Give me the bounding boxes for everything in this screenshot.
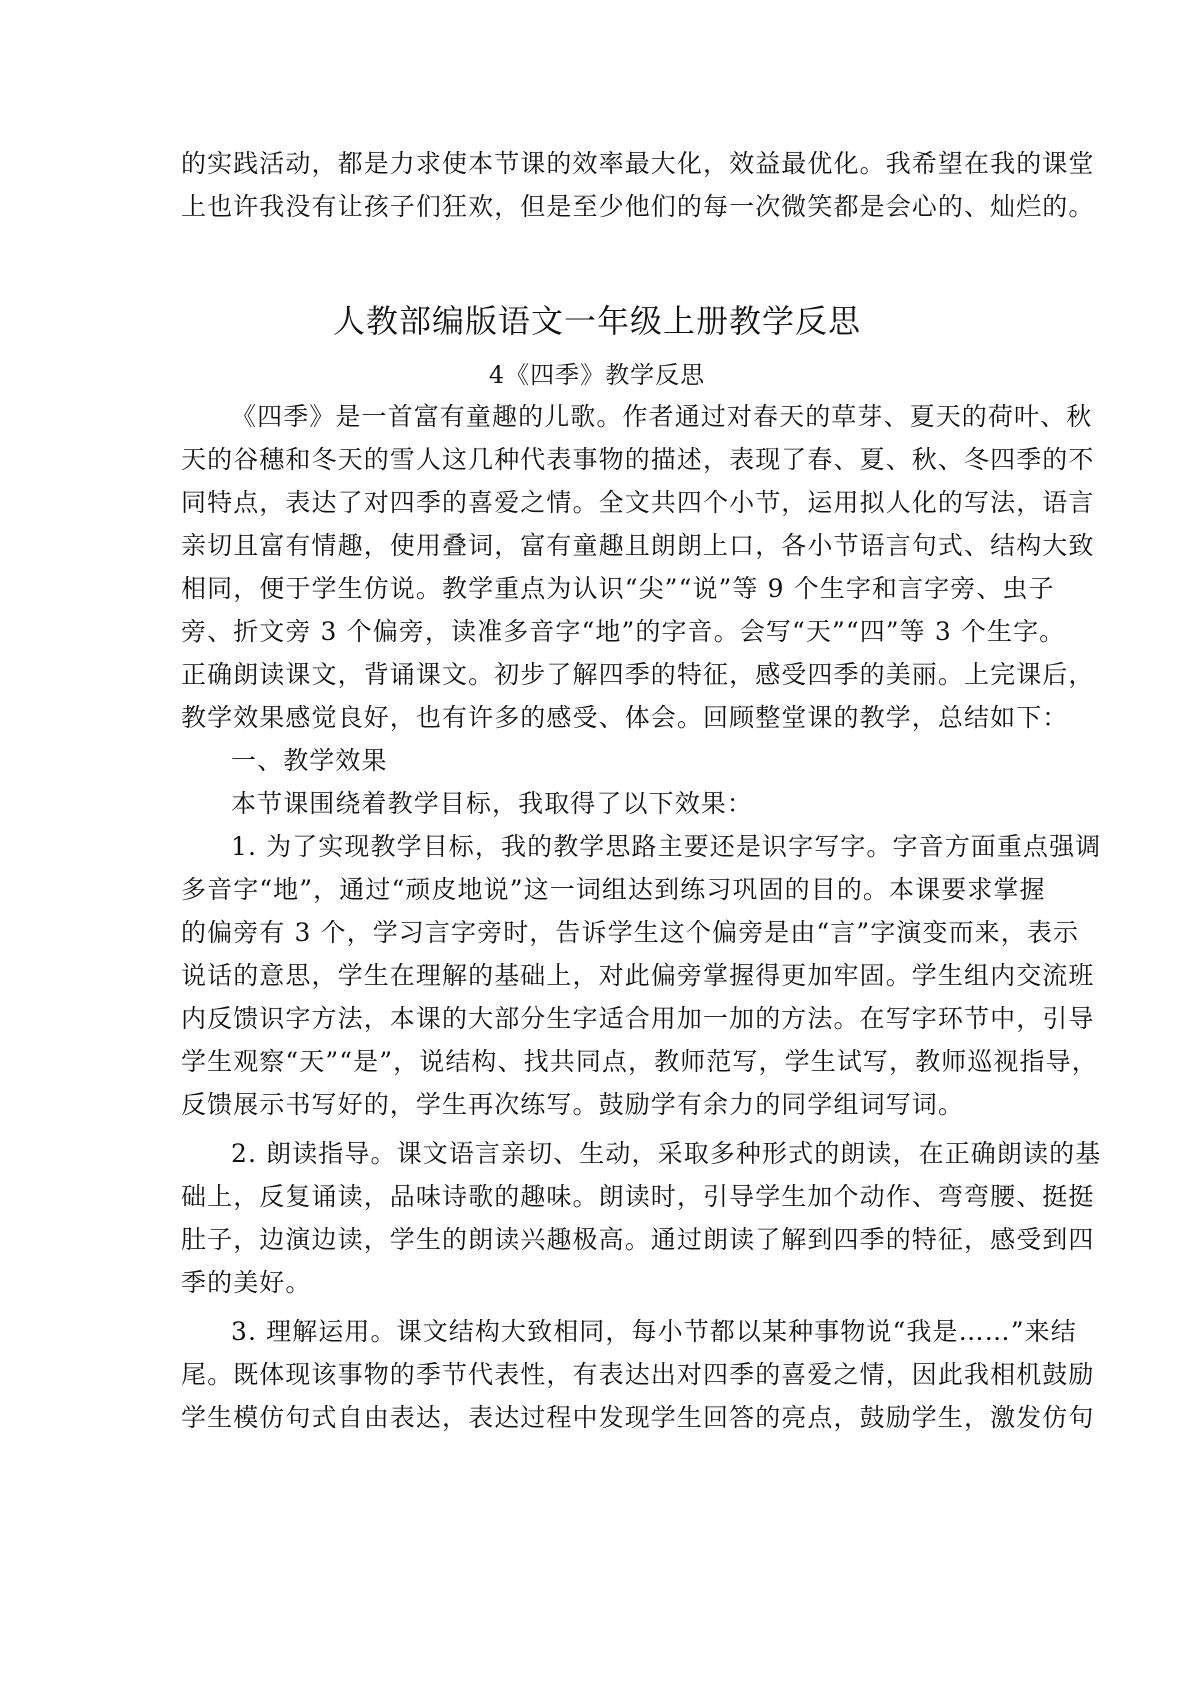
document-page: [181, 142, 1102, 1439]
text-line: 础上，反复诵读，品味诗歌的趣味。朗读时，引导学生加个动作、弯弯腰、挺挺: [181, 1182, 1095, 1211]
list-item-2: [181, 1132, 1102, 1304]
text-line: 《四季》是一首富有童趣的儿歌。作者通过对春天的草芽、夏天的荷叶、秋: [231, 402, 1093, 431]
text-line: 内反馈识字方法，本课的大部分生字适合用加一加的方法。在写字环节中，引导: [181, 1004, 1095, 1033]
text-line: 教学效果感觉良好，也有许多的感受、体会。回顾整堂课的教学，总结如下：: [181, 703, 1069, 732]
text-line: 的偏旁有 3 个，学习言字旁时，告诉学生这个偏旁是由“言”字演变而来，表示: [181, 918, 1080, 947]
text-line: 肚子，边演边读，学生的朗读兴趣极高。通过朗读了解到四季的特征，感受到四: [181, 1225, 1095, 1254]
text-line: 季的美好。: [181, 1268, 312, 1297]
text-line: 同特点，表达了对四季的喜爱之情。全文共四个小节，运用拟人化的写法，语言: [181, 488, 1095, 517]
text-line: 尾。既体现该事物的季节代表性，有表达出对四季的喜爱之情，因此我相机鼓励: [181, 1360, 1095, 1389]
text-line: 上也许我没有让孩子们狂欢，但是至少他们的每一次微笑都是会心的、灿烂的。: [181, 192, 1095, 221]
text-line: 天的谷穗和冬天的雪人这几种代表事物的描述，表现了春、夏、秋、冬四季的不: [181, 445, 1095, 474]
paragraph-1: [181, 395, 1095, 739]
text-line: 正确朗读课文，背诵课文。初步了解四季的特征，感受四季的美丽。上完课后，: [181, 660, 1095, 689]
document-subtitle: 4《四季》教学反思: [488, 361, 706, 389]
text-line: 相同，便于学生仿说。教学重点为认识“尖”“说”等 9 个生字和言字旁、虫子: [181, 574, 1055, 603]
text-line: 反馈展示书写好的，学生再次练写。鼓励学有余力的同学组词写词。: [181, 1090, 965, 1119]
text-line: 3. 理解运用。课文结构大致相同，每小节都以某种事物说“我是……”来结: [231, 1317, 1077, 1346]
text-line: 说话的意思，学生在理解的基础上，对此偏旁掌握得更加牢固。学生组内交流班: [181, 961, 1095, 990]
text-line: 2. 朗读指导。课文语言亲切、生动，采取多种形式的朗读，在正确朗读的基: [231, 1139, 1102, 1168]
text-line: 1. 为了实现教学目标，我的教学思路主要还是识字写字。字音方面重点强调: [231, 832, 1102, 861]
document-title: 人教部编版语文一年级上册教学反思: [332, 302, 861, 340]
intro-paragraph: [181, 142, 1095, 228]
list-item-3: [181, 1310, 1095, 1439]
text-line: 学生观察“天”“是”，说结构、找共同点，教师范写，学生试写，教师巡视指导，: [181, 1047, 1098, 1076]
list-item-1: [181, 825, 1102, 1126]
text-line: 多音字“地”，通过“顽皮地说”这一词组达到练习巩固的目的。本课要求掌握: [181, 875, 1046, 904]
text-line: 旁、折文旁 3 个偏旁，读准多音字“地”的字音。会写“天”“四”等 3 个生字。: [181, 617, 1066, 646]
text-line: 亲切且富有情趣，使用叠词，富有童趣且朗朗上口，各小节语言句式、结构大致: [181, 531, 1095, 560]
section-intro: 本节课围绕着教学目标，我取得了以下效果：: [231, 789, 754, 818]
text-line: 的实践活动，都是力求使本节课的效率最大化，效益最优化。我希望在我的课堂: [181, 149, 1095, 178]
section-heading: 一、教学效果: [231, 746, 388, 775]
text-line: 学生模仿句式自由表达，表达过程中发现学生回答的亮点，鼓励学生，激发仿句: [181, 1403, 1095, 1432]
